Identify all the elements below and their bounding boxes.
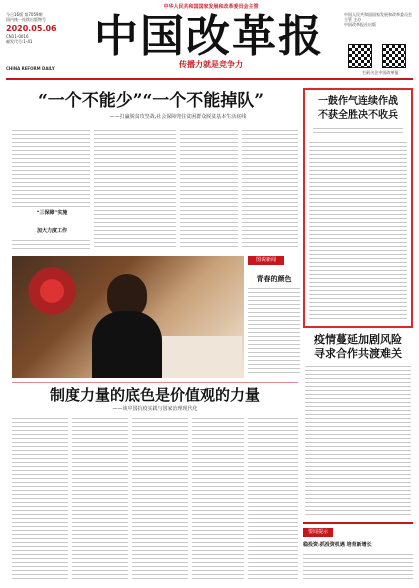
column-title: “三保障”实施 xyxy=(36,210,68,216)
masthead-slogan: 传播力就是竞争力 xyxy=(179,60,243,69)
info-line: 邮发代号:1-41 xyxy=(6,39,33,44)
masthead-date: 2020.05.06 xyxy=(6,24,57,33)
right-info xyxy=(344,12,413,38)
left-info xyxy=(6,12,66,62)
banner-tag: 要闻提示 xyxy=(303,528,333,537)
masthead-title: 中国改革报 xyxy=(94,11,324,62)
qr-caption: 扫码关注中国改革报 xyxy=(362,70,399,75)
article-text xyxy=(72,418,128,582)
article-text xyxy=(313,128,403,136)
second-headline: 疫情蔓延加剧风险 xyxy=(314,333,402,346)
flowers xyxy=(22,266,82,316)
main-subheadline: ——打赢脱贫攻坚战,社会保障兜住贫困群众脱贫基本生活底线 xyxy=(109,114,247,120)
table-items xyxy=(162,336,242,378)
photo-tag: 图说新闻 xyxy=(248,256,284,265)
article-text xyxy=(303,554,413,582)
caption-text xyxy=(248,288,300,376)
feature-title: 制度力量的底色是价值观的力量 xyxy=(49,386,260,404)
article-text xyxy=(242,130,298,250)
qr-code-icon xyxy=(348,44,372,68)
article-text xyxy=(94,130,176,250)
article-text xyxy=(192,418,244,582)
feature-subtitle: ——谈中国抗疫实践与国家治理现代化 xyxy=(112,406,198,412)
highlight-title: 不获全胜决不收兵 xyxy=(318,110,398,121)
qr-code-icon xyxy=(382,44,406,68)
article-text xyxy=(180,130,238,250)
highlight-title: 一鼓作气连续作战 xyxy=(318,96,398,107)
news-photo xyxy=(12,256,244,378)
column-title: 加大力度工作 xyxy=(36,228,67,234)
masthead-rule xyxy=(6,78,413,80)
sponsor-line: 中华人民共和国国家发展和改革委员会主管 xyxy=(163,4,259,10)
article-text xyxy=(12,240,90,250)
article-text xyxy=(132,418,188,582)
main-headline: “一个不能少”“一个不能掉队” xyxy=(37,91,265,111)
section-rule xyxy=(12,382,298,383)
info-line: CN11-0016 xyxy=(6,34,29,39)
info-line: 中国改革报社出版 xyxy=(344,22,376,27)
person-figure xyxy=(92,311,162,378)
banner-text: 稳投资:抓投资机遇 培育新增长 xyxy=(303,542,372,548)
photo-caption-box xyxy=(248,256,300,378)
article-text xyxy=(309,142,407,322)
info-line: 中国人民共和国国家发展和改革委员会 xyxy=(344,12,412,17)
info-line: 国内统一连续出版物号 xyxy=(6,17,46,22)
highlight-box xyxy=(303,88,413,328)
bottom-banner xyxy=(303,522,413,584)
info-line: 今日16版 第7059期 xyxy=(6,12,43,17)
second-headline: 寻求合作共渡难关 xyxy=(314,347,402,360)
info-line: 主管 主办 xyxy=(344,17,362,22)
article-text xyxy=(12,130,90,208)
masthead xyxy=(6,4,413,76)
article-text xyxy=(12,418,68,582)
photo-title: 青春的颜色 xyxy=(256,274,292,283)
paper-name-en: CHINA REFORM DAILY xyxy=(6,66,55,71)
article-text xyxy=(248,418,298,582)
article-text xyxy=(305,366,411,516)
